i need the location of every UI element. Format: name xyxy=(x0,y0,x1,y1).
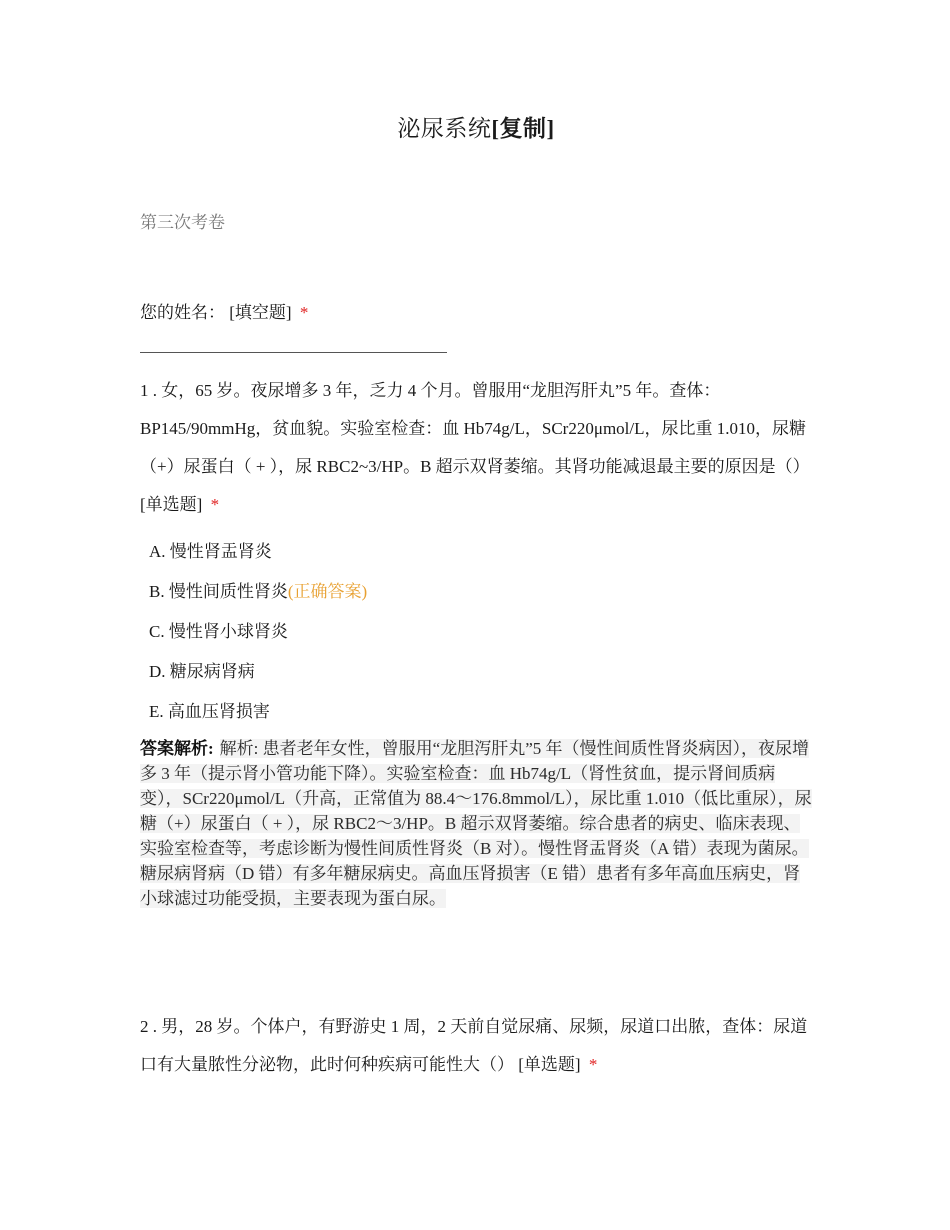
option-d[interactable] xyxy=(149,652,809,692)
document-title-suffix: [复制] xyxy=(491,116,555,141)
document-title xyxy=(140,110,812,143)
question-text: 男，28 岁。个体户，有野游史 1 周，2 天前自觉尿痛、尿频，尿道口出脓，查体：尿道口有大量脓性分泌物，此时何种疾病可能性大（） xyxy=(140,1017,808,1074)
option-b[interactable] xyxy=(149,572,809,612)
question-1-options xyxy=(149,532,809,732)
correct-answer-tag: (正确答案) xyxy=(287,582,368,601)
option-label: B. 慢性间质性肾炎 xyxy=(149,582,288,601)
option-label: A. 慢性肾盂肾炎 xyxy=(149,542,272,561)
document-title-text: 泌尿系统 xyxy=(397,116,492,141)
question-text: 女，65 岁。夜尿增多 3 年，乏力 4 个月。曾服用“龙胆泻肝丸”5 年。查体：BP145/90mmHg，贫血貌。实验室检查：血 Hb74g/L，SCr220μmol/L，尿比重 1.010，尿糖（+）尿蛋白（ + ），尿 RBC2~3/HP。B 超示双肾萎缩。其肾功能减退最主要的原因是（） xyxy=(140,381,810,476)
question-type: [单选题] xyxy=(140,495,203,514)
name-question-type: [填空题] xyxy=(229,303,292,322)
answer-analysis-label: 答案解析: xyxy=(140,739,214,758)
required-mark: * xyxy=(299,303,309,322)
option-c[interactable] xyxy=(149,612,809,652)
question-number: 1 . xyxy=(140,381,157,400)
document-subtitle: 第三次考卷 xyxy=(140,213,225,232)
answer-analysis xyxy=(140,736,812,911)
option-label: D. 糖尿病肾病 xyxy=(149,662,255,681)
question-type: [单选题] xyxy=(518,1055,581,1074)
required-mark: * xyxy=(210,495,220,514)
question-number: 2 . xyxy=(140,1017,157,1036)
name-question xyxy=(140,298,308,323)
option-e[interactable] xyxy=(149,692,809,732)
option-label: E. 高血压肾损害 xyxy=(149,702,270,721)
question-1 xyxy=(140,372,812,524)
question-2 xyxy=(140,1008,812,1084)
answer-analysis-text: 解析: 患者老年女性，曾服用“龙胆泻肝丸”5 年（慢性间质性肾炎病因），夜尿增多 3 年（提示肾小管功能下降）。实验室检查：血 Hb74g/L（肾性贫血，提示肾间质病变），SCr220μmol/L（升高，正常值为 88.4～176.8mmol/L），尿比重 1.010（低比重尿），尿糖（+）尿蛋白（ + ），尿 RBC2～3/HP。B 超示双肾萎缩。综合患者的病史、临床表现、实验室检查等，考虑诊断为慢性间质性肾炎（B 对）。慢性肾盂肾炎（A 错）表现为菌尿。糖尿病肾病（D 错）有多年糖尿病史。高血压肾损害（E 错）患者有多年高血压病史，肾小球滤过功能受损，主要表现为蛋白尿。 xyxy=(140,739,812,908)
required-mark: * xyxy=(588,1055,598,1074)
option-a[interactable] xyxy=(149,532,809,572)
option-label: C. 慢性肾小球肾炎 xyxy=(149,622,288,641)
name-question-label: 您的姓名： xyxy=(140,303,225,322)
name-answer-blank[interactable] xyxy=(140,352,447,353)
